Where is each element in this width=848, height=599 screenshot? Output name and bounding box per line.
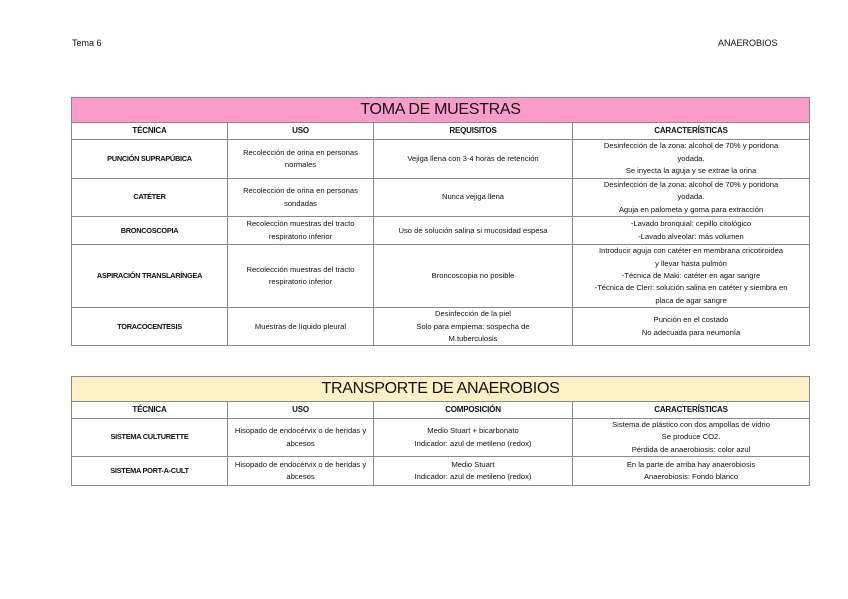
cell-uso: Hisopado de endocérvix o de heridas y abcesos: [228, 457, 374, 486]
table-row: [72, 140, 810, 179]
transporte-anaerobios-table: [71, 376, 810, 486]
table-row: [72, 245, 810, 308]
table-row: [72, 217, 810, 245]
cell-requisitos: Uso de solución salina si mucosidad espesa: [374, 217, 573, 245]
toma-de-muestras-table: [71, 97, 810, 346]
cell-tecnica: PUNCIÓN SUPRAPÚBICA: [72, 140, 228, 179]
column-header-uso: USO: [228, 402, 374, 419]
cell-uso: Recolección muestras del tracto respiratorio inferior: [228, 245, 374, 308]
cell-uso: Recolección muestras del tracto respiratorio inferior: [228, 217, 374, 245]
cell-caracteristicas: Punción en el costado No adecuada para neumonía: [573, 308, 810, 346]
table-header-row: [72, 402, 810, 419]
cell-caracteristicas: En la parte de arriba hay anaerobiosis Anaerobiosis: Fondo blanco: [573, 457, 810, 486]
table-title-row: [72, 98, 810, 123]
cell-caracteristicas: Sistema de plástico con dos ampollas de vidrio Se produce CO2. Pérdida de anaerobiosis: color azul: [573, 419, 810, 457]
cell-tecnica: ASPIRACIÓN TRANSLARÍNGEA: [72, 245, 228, 308]
column-header-caracteristicas: CARACTERÍSTICAS: [573, 402, 810, 419]
table-title: TOMA DE MUESTRAS: [72, 98, 810, 123]
cell-requisitos: Nunca vejiga llena: [374, 179, 573, 217]
cell-requisitos: Desinfección de la piel Solo para empiema: sospecha de M.tuberculosis: [374, 308, 573, 346]
table-row: [72, 308, 810, 346]
table-row: [72, 179, 810, 217]
column-header-tecnica: TÉCNICA: [72, 402, 228, 419]
table-row: [72, 457, 810, 486]
table-title-row: [72, 377, 810, 402]
cell-requisitos: Medio Stuart + bicarbonato Indicador: azul de metileno (redox): [374, 419, 573, 457]
table-header-row: [72, 123, 810, 140]
cell-caracteristicas: Desinfección de la zona: alcohol de 70% y poridona yodada. Se inyecta la aguja y se extrae la orina: [573, 140, 810, 179]
column-header-requisitos: COMPOSICIÓN: [374, 402, 573, 419]
cell-tecnica: BRONCOSCOPIA: [72, 217, 228, 245]
cell-uso: Recolección de orina en personas sondadas: [228, 179, 374, 217]
cell-requisitos: Vejiga llena con 3-4 horas de retención: [374, 140, 573, 179]
cell-tecnica: SISTEMA CULTURETTE: [72, 419, 228, 457]
column-header-requisitos: REQUISITOS: [374, 123, 573, 140]
cell-caracteristicas: Desinfección de la zona: alcohol de 70% y poridona yodada. Aguja en palometa y goma para extracción: [573, 179, 810, 217]
cell-uso: Recolección de orina en personas normales: [228, 140, 374, 179]
cell-uso: Hisopado de endocérvix o de heridas y abcesos: [228, 419, 374, 457]
cell-tecnica: CATÉTER: [72, 179, 228, 217]
cell-caracteristicas: -Lavado bronquial: cepillo citológico -Lavado alveolar: más volumen: [573, 217, 810, 245]
cell-uso: Muestras de líquido pleural: [228, 308, 374, 346]
page-header-title: ANAEROBIOS: [718, 38, 778, 48]
cell-requisitos: Broncoscopia no posible: [374, 245, 573, 308]
cell-tecnica: TORACOCENTESIS: [72, 308, 228, 346]
cell-tecnica: SISTEMA PORT-A-CULT: [72, 457, 228, 486]
cell-requisitos: Medio Stuart Indicador: azul de metileno (redox): [374, 457, 573, 486]
cell-caracteristicas: Introducir aguja con catéter en membrana cricotiroidea y llevar hasta pulmón -Técnica de Maki: catéter en agar sangre -Técnica de Cleri: solución salina en catéter y siembra en placa de agar sangre: [573, 245, 810, 308]
column-header-caracteristicas: CARACTERÍSTICAS: [573, 123, 810, 140]
column-header-tecnica: TÉCNICA: [72, 123, 228, 140]
column-header-uso: USO: [228, 123, 374, 140]
page-header-topic: Tema 6: [72, 38, 102, 48]
table-title: TRANSPORTE DE ANAEROBIOS: [72, 377, 810, 402]
table-row: [72, 419, 810, 457]
